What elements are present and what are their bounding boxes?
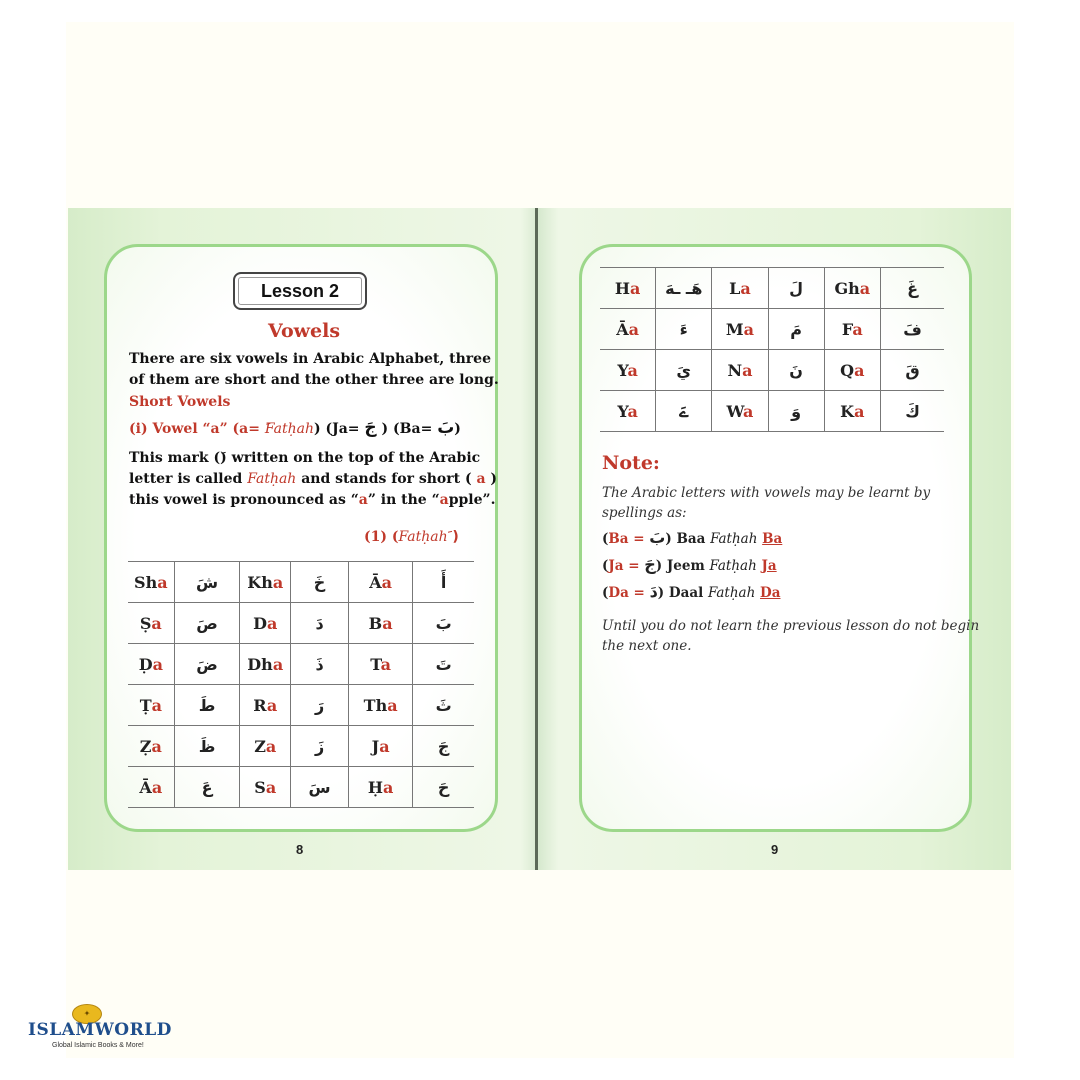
- vowel-text: a: [379, 736, 390, 756]
- spell-equals: =: [623, 558, 645, 574]
- caption-a: (1) (: [364, 529, 399, 545]
- table-row: [600, 391, 944, 432]
- vowel-text: a: [743, 401, 754, 421]
- transliteration-cell: [240, 726, 291, 767]
- fathah-term: Fatḥah: [264, 421, 314, 437]
- arabic-letter-cell: ءَ: [656, 309, 712, 350]
- vowel-line-part3: ) (Ba=: [376, 421, 438, 437]
- spelling-line: [602, 582, 780, 601]
- explain-l2c: ): [485, 471, 498, 487]
- transliteration-cell: [712, 350, 768, 391]
- vowel-text: a: [743, 319, 754, 339]
- consonant-text: Ṭ: [139, 695, 152, 715]
- explain-a2: a: [358, 492, 368, 508]
- fathah-explanation: [129, 448, 497, 511]
- explain-l3b: ” in the “: [367, 492, 440, 508]
- arabic-letter-cell: ےَ: [656, 391, 712, 432]
- transliteration-cell: [600, 268, 656, 309]
- transliteration-cell: [240, 644, 291, 685]
- page-number-left: 8: [296, 842, 304, 857]
- table-row: [600, 309, 944, 350]
- consonant-text: Kh: [247, 572, 273, 592]
- consonant-text: K: [840, 401, 855, 421]
- caption-fathah: Fatḥah: [398, 529, 448, 545]
- arabic-letter-cell: وَ: [768, 391, 824, 432]
- intro-line-2: of them are short and the other three are long.: [129, 372, 499, 388]
- transliteration-cell: [349, 562, 413, 603]
- arabic-letter-cell: طَ: [174, 685, 240, 726]
- consonant-text: F: [841, 319, 853, 339]
- consonant-text: Q: [840, 360, 855, 380]
- spell-arabic: جَ: [644, 555, 656, 574]
- short-vowels-heading: Short Vowels: [129, 394, 231, 410]
- vowel-text: a: [852, 319, 863, 339]
- transliteration-cell: [349, 726, 413, 767]
- consonant-text: Y: [617, 401, 628, 421]
- vowel-line-part4: ): [454, 421, 461, 437]
- arabic-letter-cell: خَ: [291, 562, 349, 603]
- book-gutter: [535, 208, 538, 870]
- consonant-text: J: [371, 736, 380, 756]
- arabic-letter-cell: عَ: [174, 767, 240, 808]
- transliteration-cell: [349, 767, 413, 808]
- consonant-text: Ṣ: [139, 613, 152, 633]
- vowel-text: a: [380, 654, 391, 674]
- spelling-line: [602, 528, 782, 547]
- transliteration-cell: [712, 268, 768, 309]
- explain-l1b: ) written on the top of the Arabic: [220, 450, 481, 466]
- consonant-text: Ā: [616, 319, 629, 339]
- consonant-text: Ḍ: [138, 654, 153, 674]
- explain-l2b: and stands for short (: [296, 471, 477, 487]
- table-row: [600, 350, 944, 391]
- spell-close: ): [665, 531, 672, 547]
- closing-line-1: Until you do not learn the previous lesson do not begin: [602, 618, 980, 634]
- right-letter-table: [600, 267, 944, 432]
- consonant-text: N: [727, 360, 743, 380]
- vowel-text: a: [272, 572, 284, 592]
- vowel-text: a: [151, 695, 162, 715]
- vowel-text: a: [381, 572, 393, 592]
- explain-fathah: Fatḥah: [247, 471, 297, 487]
- intro-line-1: There are six vowels in Arabic Alphabet, three: [129, 351, 491, 367]
- transliteration-cell: [240, 767, 291, 808]
- islamworld-logo: [28, 1004, 172, 1054]
- arabic-letter-cell: ثَ: [413, 685, 474, 726]
- logo-emblem: ✦: [72, 1004, 102, 1024]
- table-row: [128, 603, 474, 644]
- spell-fathah: Fatḥah: [710, 531, 758, 547]
- transliteration-cell: [240, 562, 291, 603]
- consonant-text: L: [729, 278, 741, 298]
- arabic-letter-cell: زَ: [291, 726, 349, 767]
- consonant-text: T: [370, 654, 381, 674]
- vowel-text: a: [859, 278, 871, 298]
- table-row: [128, 767, 474, 808]
- spell-open: (: [602, 558, 609, 574]
- vowel-text: a: [382, 613, 393, 633]
- arabic-letter-cell: ذَ: [291, 644, 349, 685]
- transliteration-cell: [600, 391, 656, 432]
- note-title: Note:: [602, 452, 660, 474]
- arabic-letter-cell: جَ: [413, 726, 474, 767]
- table-caption: [364, 527, 459, 548]
- consonant-text: Ḥ: [367, 777, 383, 797]
- consonant-text: Z: [254, 736, 266, 756]
- transliteration-cell: [600, 309, 656, 350]
- arabic-letter-cell: ضَ: [174, 644, 240, 685]
- transliteration-cell: [128, 562, 174, 603]
- logo-tagline: Global Islamic Books & More!: [52, 1042, 144, 1049]
- vowel-text: a: [151, 777, 163, 797]
- arabic-letter-cell: صَ: [174, 603, 240, 644]
- vowel-text: a: [272, 654, 284, 674]
- explain-l2a: letter is called: [129, 471, 248, 487]
- explain-l1a: This mark (: [129, 450, 221, 466]
- lesson-label: Lesson 2: [233, 272, 367, 310]
- note-line-1: The Arabic letters with vowels may be learnt by: [602, 485, 931, 501]
- consonant-text: B: [368, 613, 383, 633]
- table-row: [600, 268, 944, 309]
- arabic-letter-cell: قَ: [881, 350, 944, 391]
- spell-latin: Ja: [608, 558, 624, 574]
- vowel-line-part2: ) (Ja=: [313, 421, 365, 437]
- arabic-letter-cell: لَ: [768, 268, 824, 309]
- transliteration-cell: [349, 603, 413, 644]
- arabic-letter-cell: مَ: [768, 309, 824, 350]
- arabic-letter-cell: بَ: [413, 603, 474, 644]
- closing-note: [602, 616, 979, 656]
- arabic-letter-cell: حَ: [413, 767, 474, 808]
- vowel-text: a: [157, 572, 168, 592]
- table-row: [128, 562, 474, 603]
- vowel-text: a: [152, 654, 163, 674]
- table-row: [128, 685, 474, 726]
- spell-latin: Ba: [608, 531, 629, 547]
- arabic-letter-cell: شَ: [174, 562, 240, 603]
- spell-fathah: Fatḥah: [709, 558, 757, 574]
- note-text: [602, 483, 930, 523]
- spell-open: (: [602, 531, 609, 547]
- table-row: [128, 726, 474, 767]
- intro-text: [129, 349, 499, 391]
- transliteration-cell: [128, 767, 174, 808]
- vowel-text: a: [265, 777, 277, 797]
- explain-apple-a: a: [439, 492, 449, 508]
- ja-arabic: جَ: [364, 418, 377, 438]
- vowel-text: a: [266, 613, 278, 633]
- consonant-text: W: [726, 401, 744, 421]
- caption-c: َ): [447, 529, 459, 545]
- arabic-letter-cell: نَ: [768, 350, 824, 391]
- transliteration-cell: [824, 309, 881, 350]
- transliteration-cell: [128, 644, 174, 685]
- arabic-letter-cell: ظَ: [174, 726, 240, 767]
- ba-arabic: بَ: [437, 418, 455, 438]
- vowel-text: a: [854, 360, 865, 380]
- consonant-text: Y: [617, 360, 628, 380]
- explain-l3a: this vowel is pronounced as “: [129, 492, 359, 508]
- arabic-letter-cell: يَ: [656, 350, 712, 391]
- spelling-line: [602, 555, 777, 574]
- spell-letter-name: Jeem: [666, 558, 705, 574]
- vowel-text: a: [627, 360, 638, 380]
- spell-equals: =: [628, 585, 650, 601]
- vowel-text: a: [151, 613, 162, 633]
- transliteration-cell: [600, 350, 656, 391]
- table-row: [128, 644, 474, 685]
- arabic-letter-cell: هَـ ـهَ: [656, 268, 712, 309]
- transliteration-cell: [128, 685, 174, 726]
- arabic-letter-cell: كَ: [881, 391, 944, 432]
- spell-fathah: Fatḥah: [707, 585, 756, 601]
- spell-arabic: دَ: [649, 582, 658, 601]
- spell-open: (: [602, 585, 609, 601]
- vowel-line-part1: (i) Vowel “a” (a=: [129, 421, 265, 437]
- consonant-text: Dh: [247, 654, 273, 674]
- vowel-text: a: [628, 319, 640, 339]
- vowel-text: a: [740, 278, 751, 298]
- vowel-text: a: [630, 278, 641, 298]
- transliteration-cell: [712, 309, 768, 350]
- transliteration-cell: [128, 726, 174, 767]
- transliteration-cell: [349, 685, 413, 726]
- spell-result: Ba: [762, 531, 783, 547]
- page-number-right: 9: [771, 842, 779, 857]
- arabic-letter-cell: سَ: [291, 767, 349, 808]
- vowel-text: a: [742, 360, 753, 380]
- spell-close: ): [657, 585, 665, 601]
- vowel-definition-line: [129, 418, 461, 440]
- consonant-text: H: [614, 278, 630, 298]
- arabic-letter-cell: أَ: [413, 562, 474, 603]
- spell-result: Da: [760, 585, 781, 601]
- vowel-text: a: [265, 736, 277, 756]
- note-line-2: spellings as:: [602, 505, 687, 521]
- transliteration-cell: [128, 603, 174, 644]
- arabic-letter-cell: تَ: [413, 644, 474, 685]
- transliteration-cell: [240, 603, 291, 644]
- explain-a: a: [476, 471, 486, 487]
- transliteration-cell: [824, 268, 881, 309]
- vowel-text: a: [151, 736, 162, 756]
- arabic-letter-cell: رَ: [291, 685, 349, 726]
- transliteration-cell: [712, 391, 768, 432]
- vowel-text: a: [383, 777, 394, 797]
- logo-name: ISLAMWORLD: [28, 1020, 172, 1040]
- page-title: Vowels: [268, 320, 341, 342]
- consonant-text: S: [254, 777, 266, 797]
- transliteration-cell: [824, 350, 881, 391]
- consonant-text: R: [253, 695, 267, 715]
- consonant-text: Ā: [369, 572, 382, 592]
- consonant-text: M: [725, 319, 744, 339]
- spell-letter-name: Daal: [668, 585, 704, 601]
- transliteration-cell: [240, 685, 291, 726]
- vowel-text: a: [627, 401, 638, 421]
- vowel-text: a: [854, 401, 865, 421]
- vowel-text: a: [387, 695, 398, 715]
- consonant-text: Th: [363, 695, 388, 715]
- closing-line-2: the next one.: [602, 638, 692, 654]
- consonant-text: Ā: [139, 777, 152, 797]
- spell-result: Ja: [761, 558, 777, 574]
- transliteration-cell: [824, 391, 881, 432]
- arabic-letter-cell: غَ: [881, 268, 944, 309]
- arabic-letter-cell: فَ: [881, 309, 944, 350]
- consonant-text: Ẓ: [139, 736, 152, 756]
- spell-close: ): [655, 558, 663, 574]
- spell-arabic: بَ: [649, 528, 666, 547]
- arabic-letter-cell: دَ: [291, 603, 349, 644]
- consonant-text: Sh: [134, 572, 158, 592]
- consonant-text: D: [253, 613, 267, 633]
- transliteration-cell: [349, 644, 413, 685]
- spell-equals: =: [628, 531, 650, 547]
- spell-latin: Da: [608, 585, 629, 601]
- spell-letter-name: Baa: [676, 531, 706, 547]
- consonant-text: Gh: [834, 278, 860, 298]
- vowel-text: a: [266, 695, 278, 715]
- explain-l3d: pple”.: [448, 492, 496, 508]
- left-letter-table: [128, 561, 474, 808]
